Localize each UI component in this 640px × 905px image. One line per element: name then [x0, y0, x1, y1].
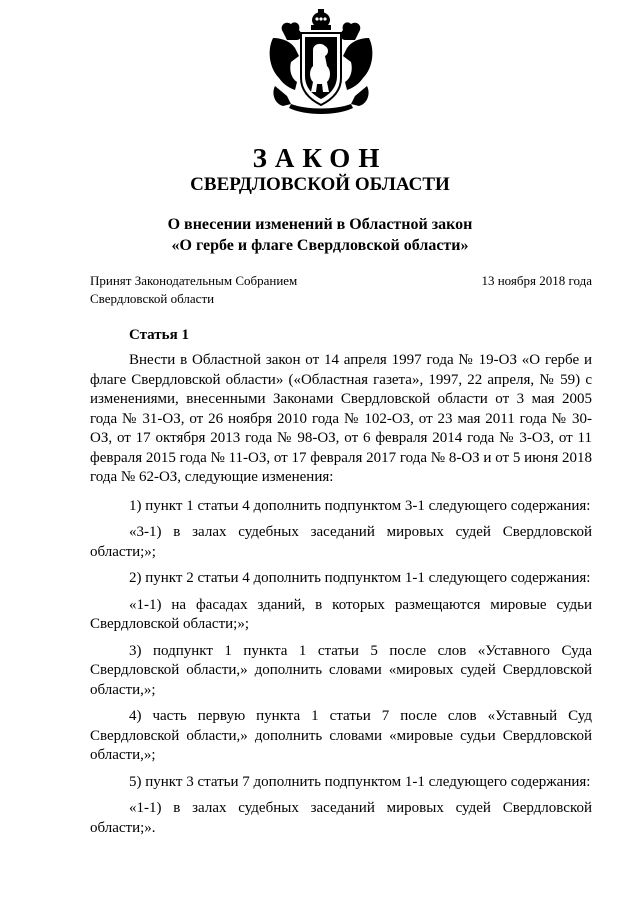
law-subtitle [0, 214, 640, 256]
article-item: 3) подпункт 1 пункта 1 статьи 5 после слов «Уставного Суда Свердловской области,» дополнить словами «мировых судей Свердловской области,»; [90, 642, 592, 698]
article-item: «3-1) в залах судебных заседаний мировых судей Свердловской области;»; [90, 524, 592, 560]
subtitle-line: «О гербе и флаге Свердловской области» [171, 237, 469, 254]
article-heading: Статья 1 [129, 327, 189, 343]
article-item: 4) часть первую пункта 1 статьи 7 после слов «Уставный Суд Свердловской области,» дополнить словами «мировые судьи Свердловской области,»; [90, 708, 592, 763]
adoption-line: Свердловской области [90, 291, 215, 306]
article-item: 5) пункт 3 статьи 7 дополнить подпунктом 1-1 следующего содержания: [129, 773, 591, 790]
adoption-note [90, 272, 390, 308]
article-item: 1) пункт 1 статьи 4 дополнить подпунктом 3-1 следующего содержания: [129, 497, 591, 514]
article-item: «1-1) в залах судебных заседаний мировых судей Свердловской области;». [90, 800, 592, 836]
article-intro: Внести в Областной закон от 14 апреля 1997 года № 19-ОЗ «О гербе и флаге Свердловской области» («Областная газета», 1997, 22 апреля, № 59) с изменениями, внесенными Законами Свердловской области от 3 мая 2005 года № 31-ОЗ, от 26 ноября 2010 года № 102-ОЗ, от 23 мая 2011 года № 30-ОЗ, от 17 октября 2013 года № 98-ОЗ, от 6 февраля 2014 года № 3-ОЗ, от 11 февраля 2015 года № 11-ОЗ, от 17 февраля 2017 года № 8-ОЗ и от 5 июня 2018 года № 62-ОЗ, следующие изменения: [90, 352, 592, 485]
article-item: «1-1) на фасадах зданий, в которых размещаются мировые судьи Свердловской области;»; [90, 596, 592, 632]
article-item: 2) пункт 2 статьи 4 дополнить подпунктом 1-1 следующего содержания: [129, 570, 591, 586]
subtitle-line: О внесении изменений в Областной закон [167, 216, 473, 233]
adoption-line: Принят Законодательным Собранием [90, 273, 298, 288]
article-body [90, 351, 592, 845]
adoption-date: 13 ноября 2018 года [481, 273, 592, 288]
coat-of-arms-icon [265, 8, 377, 116]
document-title: ЗАКОН [252, 143, 388, 173]
region-title: СВЕРДЛОВСКОЙ ОБЛАСТИ [190, 174, 450, 195]
